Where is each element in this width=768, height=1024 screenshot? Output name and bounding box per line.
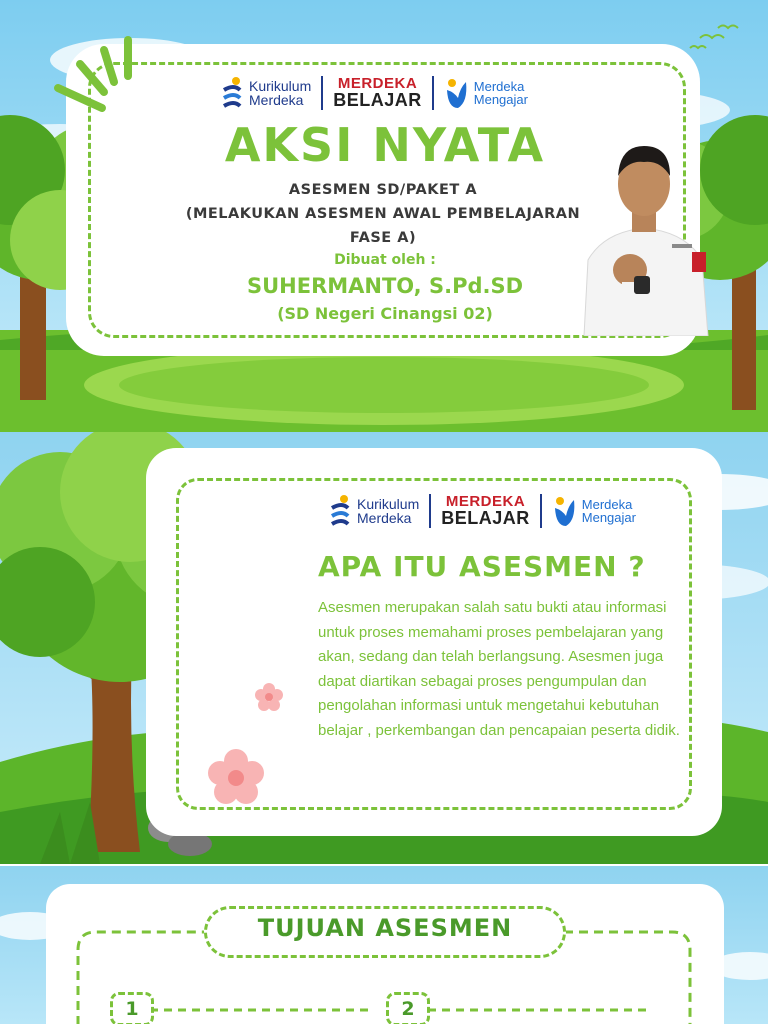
objective-number-2: 2 (386, 992, 430, 1024)
kurikulum-merdeka-logo (220, 76, 311, 110)
school-name: (SD Negeri Cinangsi 02) (277, 304, 493, 323)
mengajar-merdeka-label: Merdeka (581, 497, 633, 512)
kurikulum-label: Kurikulum (357, 496, 420, 512)
mengajar-merdeka-label: Merdeka (473, 79, 525, 94)
logo-separator (540, 494, 542, 528)
cover-subtitle-line1: ASESMEN SD/PAKET A (288, 182, 478, 198)
merdeka-label: MERDEKA (337, 75, 418, 93)
item1-connector (150, 1006, 370, 1016)
merdeka-label: MERDEKA (445, 493, 526, 511)
cover-title: AKSI NYATA (224, 118, 546, 172)
cover-subtitle-line2: (MELAKUKAN ASESMEN AWAL PEMBELAJARAN (185, 206, 581, 222)
merdeka-mengajar-icon (552, 494, 578, 528)
cover-subtitle-line3: FASE A) (349, 230, 417, 246)
kurikulum-merdeka-icon (220, 76, 244, 110)
merdeka-mengajar-logo (552, 494, 636, 528)
merdeka-mengajar-icon (444, 76, 470, 110)
objectives-title: TUJUAN ASESMEN (257, 914, 513, 942)
mengajar-label: Mengajar (581, 510, 636, 525)
author-name: SUHERMANTO, S.Pd.SD (246, 274, 524, 298)
belajar-label: BELAJAR (333, 89, 422, 110)
logo-row (328, 494, 636, 528)
slide-objectives (0, 866, 768, 1024)
merdeka-belajar-logo (441, 495, 530, 526)
kurikulum-merdeka-logo (328, 494, 419, 528)
logo-separator (432, 76, 434, 110)
kurikulum-merdeka-icon (328, 494, 352, 528)
kurikulum-merdeka-label: Merdeka (249, 92, 304, 108)
slide-cover (0, 0, 768, 432)
kurikulum-label: Kurikulum (249, 78, 312, 94)
logo-row (220, 76, 528, 110)
merdeka-mengajar-logo (444, 76, 528, 110)
mengajar-label: Mengajar (473, 92, 528, 107)
logo-separator (321, 76, 323, 110)
large-flower-icon (206, 748, 266, 808)
kurikulum-merdeka-label: Merdeka (357, 510, 412, 526)
item2-connector (428, 1006, 648, 1016)
accent-strokes (52, 34, 142, 114)
definition-title: APA ITU ASESMEN ? (318, 550, 646, 583)
definition-body: Asesmen merupakan salah satu bukti atau informasi untuk proses memahami proses pembelajaran yang akan, sedang dan telah berlangsung. Asesmen juga dapat diartikan sebagai proses pengumpulan dan pengolahan informasi untuk mengetahui kebutuhan belajar , perkembangan dan pencapaian peserta didik. (318, 599, 680, 739)
small-flower-icon (254, 682, 284, 712)
merdeka-belajar-logo (333, 77, 422, 108)
belajar-label: BELAJAR (441, 507, 530, 528)
author-photo (574, 140, 714, 336)
slide-definition (0, 432, 768, 864)
logo-separator (429, 494, 431, 528)
objective-number-1: 1 (110, 992, 154, 1024)
byline: Dibuat oleh : (334, 252, 436, 268)
